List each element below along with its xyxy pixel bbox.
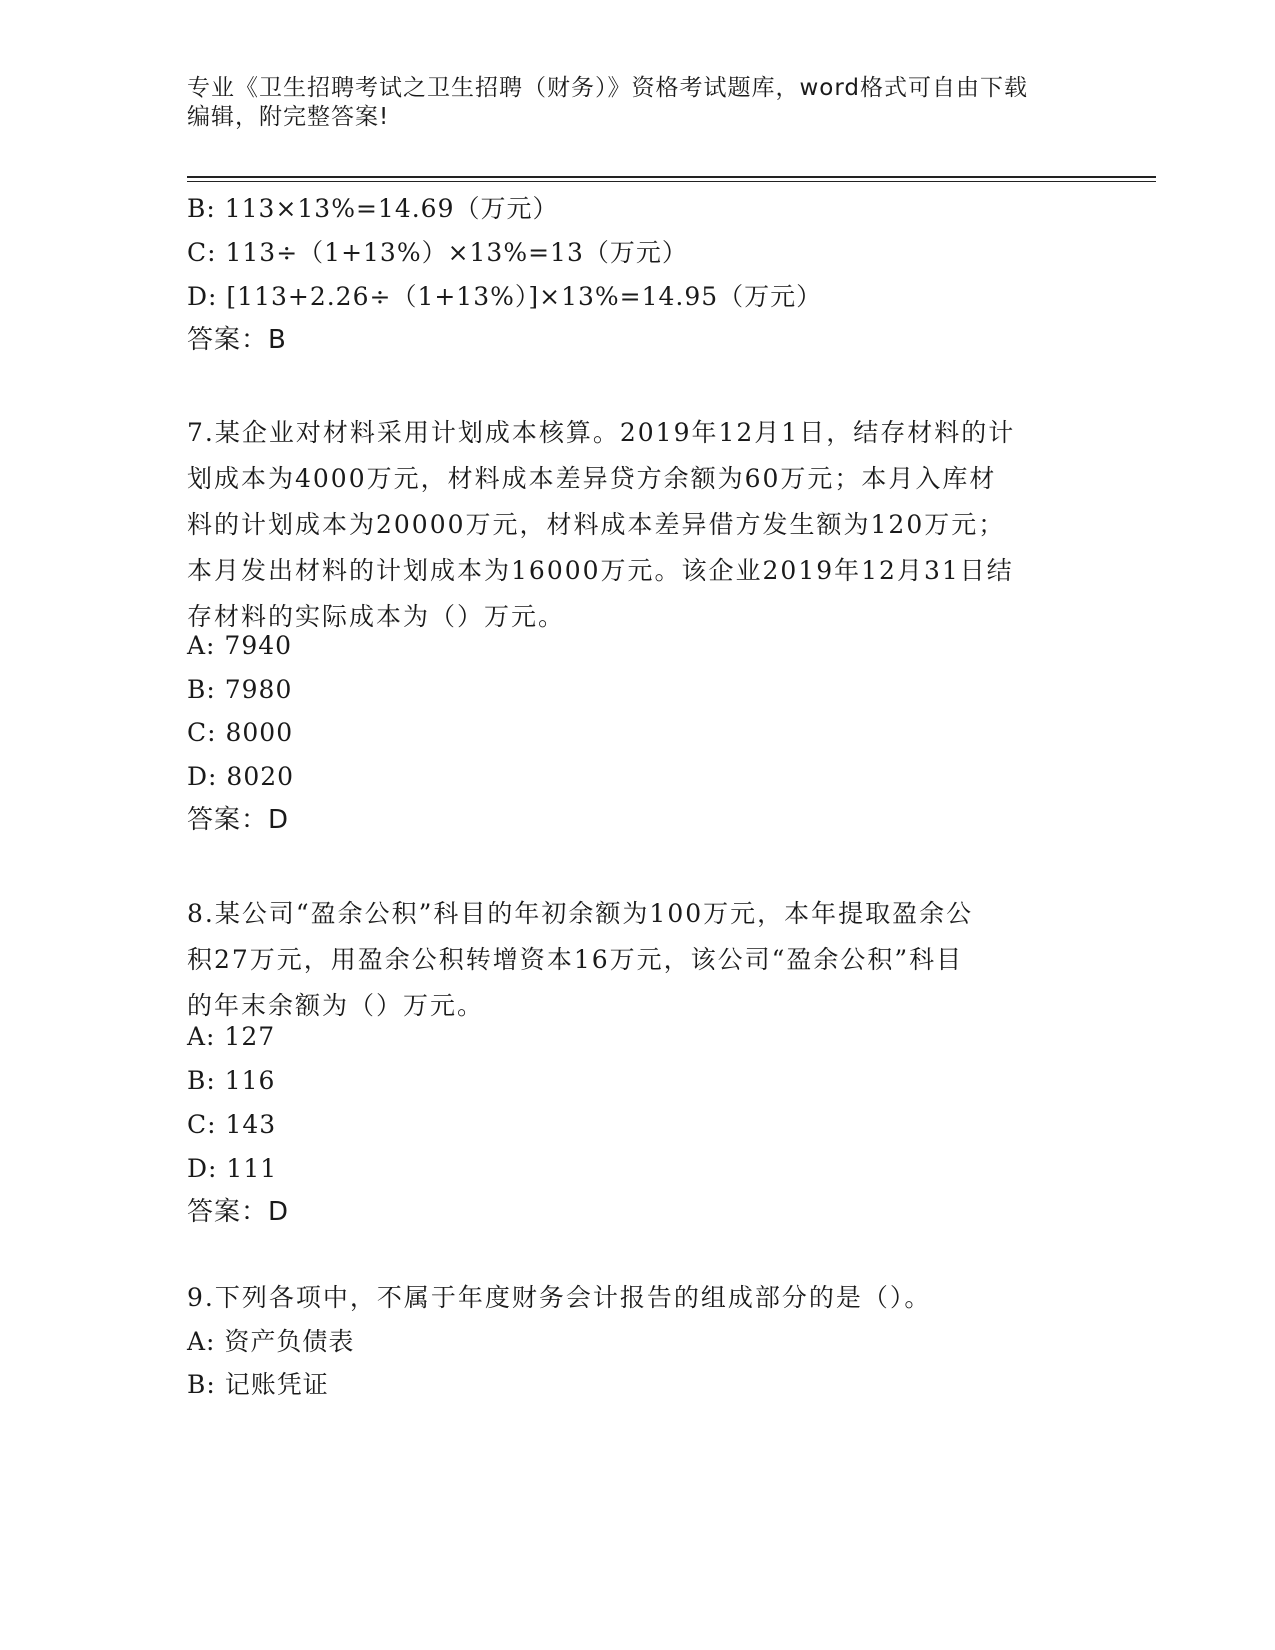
q9-option-a: A: 资产负债表 xyxy=(187,1327,355,1356)
q8-option-a: A: 127 xyxy=(187,1022,276,1051)
q7-option-a: A: 7940 xyxy=(187,631,293,660)
q7-answer: 答案：D xyxy=(187,805,290,835)
q9-question: 9.下列各项中，不属于年度财务会计报告的组成部分的是（）。 xyxy=(187,1283,932,1312)
q6-answer: 答案：B xyxy=(187,325,287,355)
q8-question-line: 积27万元，用盈余公积转增资本16万元，该公司“盈余公积”科目 xyxy=(187,945,964,974)
q6-option-c: C: 113÷（1+13%）×13%=13（万元） xyxy=(187,238,688,267)
header-divider-thin xyxy=(187,181,1156,182)
q7-question xyxy=(187,410,1087,640)
q7-question-line: 划成本为4000万元，材料成本差异贷方余额为60万元；本月入库材 xyxy=(187,464,997,493)
q7-question-line: 料的计划成本为20000万元，材料成本差异借方发生额为120万元； xyxy=(187,510,1006,539)
q7-question-line: 本月发出材料的计划成本为16000万元。该企业2019年12月31日结 xyxy=(187,556,1014,585)
header-divider-thick xyxy=(187,176,1156,178)
q7-option-d: D: 8020 xyxy=(187,762,295,791)
q7-option-c: C: 8000 xyxy=(187,718,294,747)
q8-option-b: B: 116 xyxy=(187,1066,276,1095)
header-line-2: 编辑，附完整答案! xyxy=(187,104,390,130)
q8-option-d: D: 111 xyxy=(187,1154,278,1183)
q9-option-b: B: 记账凭证 xyxy=(187,1370,329,1399)
header-line-1: 专业《卫生招聘考试之卫生招聘（财务）》资格考试题库，word格式可自由下载 xyxy=(187,75,1029,101)
q8-option-c: C: 143 xyxy=(187,1110,277,1139)
q7-question-line: 存材料的实际成本为（）万元。 xyxy=(187,602,566,631)
q7-option-b: B: 7980 xyxy=(187,675,293,704)
q7-question-line: 7.某企业对材料采用计划成本核算。2019年12月1日，结存材料的计 xyxy=(187,418,1016,447)
document-header xyxy=(187,74,1087,132)
q8-question xyxy=(187,891,1087,1029)
q8-question-line: 8.某公司“盈余公积”科目的年初余额为100万元，本年提取盈余公 xyxy=(187,899,974,928)
q6-option-d: D: [113+2.26÷（1+13%）]×13%=14.95（万元） xyxy=(187,282,823,311)
q8-question-line: 的年末余额为（）万元。 xyxy=(187,991,485,1020)
q8-answer: 答案：D xyxy=(187,1197,290,1227)
q6-option-b: B: 113×13%=14.69（万元） xyxy=(187,194,559,223)
